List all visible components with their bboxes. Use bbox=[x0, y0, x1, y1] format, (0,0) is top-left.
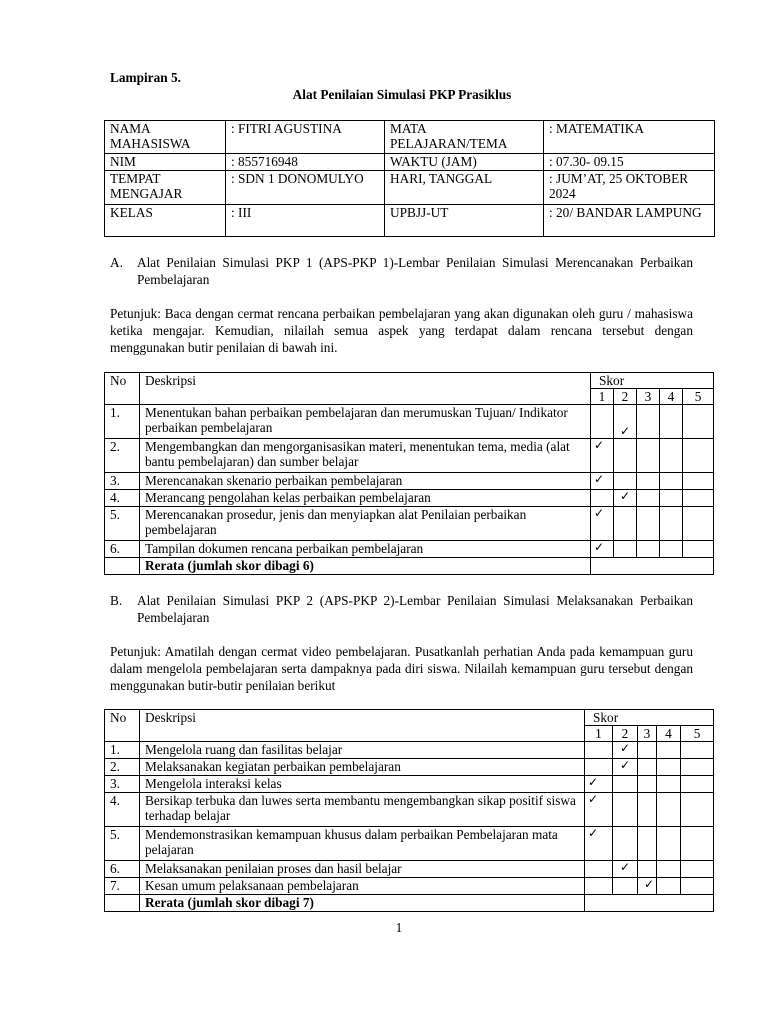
checkmark-icon: ✓ bbox=[619, 758, 631, 772]
section-b-label: B. bbox=[110, 593, 123, 608]
score-cell bbox=[657, 878, 681, 895]
score-cell bbox=[681, 878, 714, 895]
col-no-header: No bbox=[105, 373, 140, 405]
section-b-heading bbox=[110, 592, 693, 626]
score-col-3: 3 bbox=[637, 389, 660, 405]
score-cell bbox=[614, 405, 637, 439]
row-number: 1. bbox=[105, 405, 140, 439]
col-desc-header: Deskripsi bbox=[140, 373, 591, 405]
table-footer-row bbox=[105, 895, 714, 912]
score-cell bbox=[613, 776, 638, 793]
footer-empty-cell bbox=[105, 895, 140, 912]
row-number: 1. bbox=[105, 742, 140, 759]
score-cell bbox=[614, 473, 637, 490]
table-row bbox=[105, 878, 714, 895]
identity-label: HARI, TANGGAL bbox=[385, 171, 544, 205]
score-cell bbox=[657, 759, 681, 776]
average-value-cell bbox=[591, 558, 714, 575]
score-cell bbox=[637, 439, 660, 473]
score-cell bbox=[657, 827, 681, 861]
identity-row-class bbox=[105, 205, 715, 237]
score-cell bbox=[660, 541, 683, 558]
score-cell bbox=[591, 439, 614, 473]
section-a-instruction: Petunjuk: Baca dengan cermat rencana perbaikan pembelajaran yang akan digunakan oleh guru / mahasiswa ketika mengajar. Kemudian, nilailah semua aspek yang terdapat dalam rencana tersebut dengan menggunakan butir penilaian di bawah ini. bbox=[110, 306, 693, 355]
identity-value: : MATEMATIKA bbox=[544, 121, 715, 154]
table-row bbox=[105, 827, 714, 861]
identity-row-nim bbox=[105, 154, 715, 171]
identity-label: UPBJJ-UT bbox=[385, 205, 544, 237]
table-row bbox=[105, 473, 714, 490]
score-cell bbox=[660, 439, 683, 473]
score-cell bbox=[585, 861, 613, 878]
col-no-header: No bbox=[105, 710, 140, 742]
score-cell bbox=[613, 827, 638, 861]
row-number: 2. bbox=[105, 439, 140, 473]
identity-label: KELAS bbox=[105, 205, 226, 237]
score-cell bbox=[638, 776, 657, 793]
identity-row-name bbox=[105, 121, 715, 154]
page-title: Alat Penilaian Simulasi PKP Prasiklus bbox=[292, 87, 512, 102]
score-cell bbox=[614, 490, 637, 507]
footer-empty-cell bbox=[105, 558, 140, 575]
table-footer-row bbox=[105, 558, 714, 575]
table-row bbox=[105, 490, 714, 507]
row-number: 5. bbox=[105, 507, 140, 541]
score-cell bbox=[637, 473, 660, 490]
score-col-2: 2 bbox=[614, 389, 637, 405]
table-row bbox=[105, 861, 714, 878]
score-cell bbox=[638, 742, 657, 759]
score-cell bbox=[681, 759, 714, 776]
identity-value: : 07.30- 09.15 bbox=[544, 154, 715, 171]
score-cell bbox=[657, 742, 681, 759]
row-description: Menentukan bahan perbaikan pembelajaran dan merumuskan Tujuan/ Indikator perbaikan pembelajaran bbox=[140, 405, 591, 439]
row-number: 7. bbox=[105, 878, 140, 895]
score-cell bbox=[683, 439, 714, 473]
identity-value: : SDN 1 DONOMULYO bbox=[226, 171, 385, 205]
score-cell bbox=[613, 742, 638, 759]
section-a-label: A. bbox=[110, 255, 123, 270]
score-col-1: 1 bbox=[591, 389, 614, 405]
table-row bbox=[105, 759, 714, 776]
row-number: 6. bbox=[105, 861, 140, 878]
average-label: Rerata (jumlah skor dibagi 6) bbox=[140, 558, 591, 575]
score-cell bbox=[683, 507, 714, 541]
score-col-3: 3 bbox=[638, 726, 657, 742]
score-cell bbox=[585, 878, 613, 895]
average-label: Rerata (jumlah skor dibagi 7) bbox=[140, 895, 585, 912]
row-number: 3. bbox=[105, 776, 140, 793]
score-col-4: 4 bbox=[660, 389, 683, 405]
page-number: 1 bbox=[395, 920, 403, 935]
identity-label: MATA PELAJARAN/TEMA bbox=[385, 121, 544, 154]
table-row bbox=[105, 507, 714, 541]
score-table-a-header bbox=[105, 373, 714, 389]
score-cell bbox=[657, 776, 681, 793]
score-cell bbox=[681, 827, 714, 861]
score-cell bbox=[638, 878, 657, 895]
score-cell bbox=[681, 742, 714, 759]
score-cell bbox=[613, 793, 638, 827]
score-cell bbox=[585, 776, 613, 793]
score-cell bbox=[585, 742, 613, 759]
identity-label: WAKTU (JAM) bbox=[385, 154, 544, 171]
row-number: 5. bbox=[105, 827, 140, 861]
row-description: Melaksanakan kegiatan perbaikan pembelajaran bbox=[140, 759, 585, 776]
score-cell bbox=[637, 490, 660, 507]
score-cell bbox=[657, 861, 681, 878]
identity-value: : 855716948 bbox=[226, 154, 385, 171]
row-description: Mengelola ruang dan fasilitas belajar bbox=[140, 742, 585, 759]
score-table-b bbox=[104, 709, 714, 912]
score-col-4: 4 bbox=[657, 726, 681, 742]
section-b-title: Alat Penilaian Simulasi PKP 2 (APS-PKP 2)-Lembar Penilaian Simulasi Melaksanakan Perbaikan Pembelajaran bbox=[137, 593, 693, 625]
score-cell bbox=[660, 473, 683, 490]
score-cell bbox=[585, 759, 613, 776]
row-description: Tampilan dokumen rencana perbaikan pembelajaran bbox=[140, 541, 591, 558]
identity-label: NIM bbox=[105, 154, 226, 171]
score-cell bbox=[683, 490, 714, 507]
score-cell bbox=[637, 541, 660, 558]
row-description: Merancang pengolahan kelas perbaikan pembelajaran bbox=[140, 490, 591, 507]
score-cell bbox=[614, 507, 637, 541]
score-cell bbox=[637, 405, 660, 439]
identity-label: NAMA MAHASISWA bbox=[105, 121, 226, 154]
table-row bbox=[105, 541, 714, 558]
score-cell bbox=[591, 405, 614, 439]
score-cell bbox=[660, 405, 683, 439]
row-description: Mengembangkan dan mengorganisasikan materi, menentukan tema, media (alat bantu pembelajaran) dan sumber belajar bbox=[140, 439, 591, 473]
score-cell bbox=[613, 759, 638, 776]
table-row bbox=[105, 776, 714, 793]
score-cell bbox=[585, 827, 613, 861]
score-cell bbox=[591, 490, 614, 507]
identity-value: : III bbox=[226, 205, 385, 237]
score-cell bbox=[613, 878, 638, 895]
row-description: Mengelola interaksi kelas bbox=[140, 776, 585, 793]
score-cell bbox=[638, 827, 657, 861]
checkmark-icon: ✓ bbox=[619, 860, 631, 874]
section-a-heading bbox=[110, 254, 693, 288]
score-cell bbox=[660, 507, 683, 541]
score-cell bbox=[637, 507, 660, 541]
row-number: 6. bbox=[105, 541, 140, 558]
score-cell bbox=[614, 439, 637, 473]
checkmark-icon: ✓ bbox=[588, 775, 599, 789]
score-cell bbox=[591, 541, 614, 558]
checkmark-icon: ✓ bbox=[594, 438, 605, 452]
score-cell bbox=[638, 861, 657, 878]
table-row bbox=[105, 439, 714, 473]
row-description: Merencanakan prosedur, jenis dan menyiapkan alat Penilaian perbaikan pembelajaran bbox=[140, 507, 591, 541]
score-cell bbox=[660, 490, 683, 507]
score-col-1: 1 bbox=[585, 726, 613, 742]
score-cell bbox=[591, 507, 614, 541]
checkmark-icon: ✓ bbox=[594, 506, 605, 520]
row-number: 4. bbox=[105, 490, 140, 507]
score-cell bbox=[681, 861, 714, 878]
score-cell bbox=[683, 541, 714, 558]
checkmark-icon: ✓ bbox=[588, 826, 599, 840]
lampiran-label: Lampiran 5. bbox=[110, 70, 181, 85]
col-desc-header: Deskripsi bbox=[140, 710, 585, 742]
score-cell bbox=[614, 541, 637, 558]
row-number: 2. bbox=[105, 759, 140, 776]
score-col-5: 5 bbox=[683, 389, 714, 405]
col-score-header: Skor bbox=[585, 710, 714, 726]
score-col-5: 5 bbox=[681, 726, 714, 742]
row-description: Bersikap terbuka dan luwes serta membantu mengembangkan sikap positif siswa terhadap belajar bbox=[140, 793, 585, 827]
table-row bbox=[105, 742, 714, 759]
identity-value: : 20/ BANDAR LAMPUNG bbox=[544, 205, 715, 237]
row-description: Merencanakan skenario perbaikan pembelajaran bbox=[140, 473, 591, 490]
score-cell bbox=[683, 473, 714, 490]
score-cell bbox=[681, 793, 714, 827]
score-table-a bbox=[104, 372, 714, 575]
row-description: Melaksanakan penilaian proses dan hasil belajar bbox=[140, 861, 585, 878]
score-cell bbox=[638, 759, 657, 776]
checkmark-icon: ✓ bbox=[619, 489, 631, 503]
row-number: 4. bbox=[105, 793, 140, 827]
row-description: Kesan umum pelaksanaan pembelajaran bbox=[140, 878, 585, 895]
checkmark-icon: ✓ bbox=[594, 540, 605, 554]
table-row bbox=[105, 793, 714, 827]
row-number: 3. bbox=[105, 473, 140, 490]
checkmark-icon: ✓ bbox=[619, 741, 631, 755]
row-description: Mendemonstrasikan kemampuan khusus dalam perbaikan Pembelajaran mata pelajaran bbox=[140, 827, 585, 861]
col-score-header: Skor bbox=[591, 373, 714, 389]
score-cell bbox=[681, 776, 714, 793]
score-col-2: 2 bbox=[613, 726, 638, 742]
score-table-b-header bbox=[105, 710, 714, 726]
section-b-instruction: Petunjuk: Amatilah dengan cermat video pembelajaran. Pusatkanlah perhatian Anda pada kemampuan guru dalam mengelola pembelajaran serta dampaknya pada diri siswa. Nilailah kemampuan guru tersebut dengan menggunakan butir-butir penilaian berikut bbox=[110, 644, 693, 693]
score-cell bbox=[613, 861, 638, 878]
identity-label: TEMPAT MENGAJAR bbox=[105, 171, 226, 205]
section-a-title: Alat Penilaian Simulasi PKP 1 (APS-PKP 1)-Lembar Penilaian Simulasi Merencanakan Perbaikan Pembelajaran bbox=[137, 255, 693, 287]
score-cell bbox=[657, 793, 681, 827]
identity-row-place bbox=[105, 171, 715, 205]
average-value-cell bbox=[585, 895, 714, 912]
table-row bbox=[105, 405, 714, 439]
checkmark-icon: ✓ bbox=[594, 472, 605, 486]
score-cell bbox=[683, 405, 714, 439]
identity-table bbox=[104, 120, 715, 237]
checkmark-icon: ✓ bbox=[588, 792, 599, 806]
identity-value: : JUM’AT, 25 OKTOBER 2024 bbox=[544, 171, 715, 205]
checkmark-icon: ✓ bbox=[643, 877, 654, 891]
score-cell bbox=[638, 793, 657, 827]
identity-value: : FITRI AGUSTINA bbox=[226, 121, 385, 154]
score-cell bbox=[585, 793, 613, 827]
checkmark-icon: ✓ bbox=[619, 424, 631, 438]
score-cell bbox=[591, 473, 614, 490]
